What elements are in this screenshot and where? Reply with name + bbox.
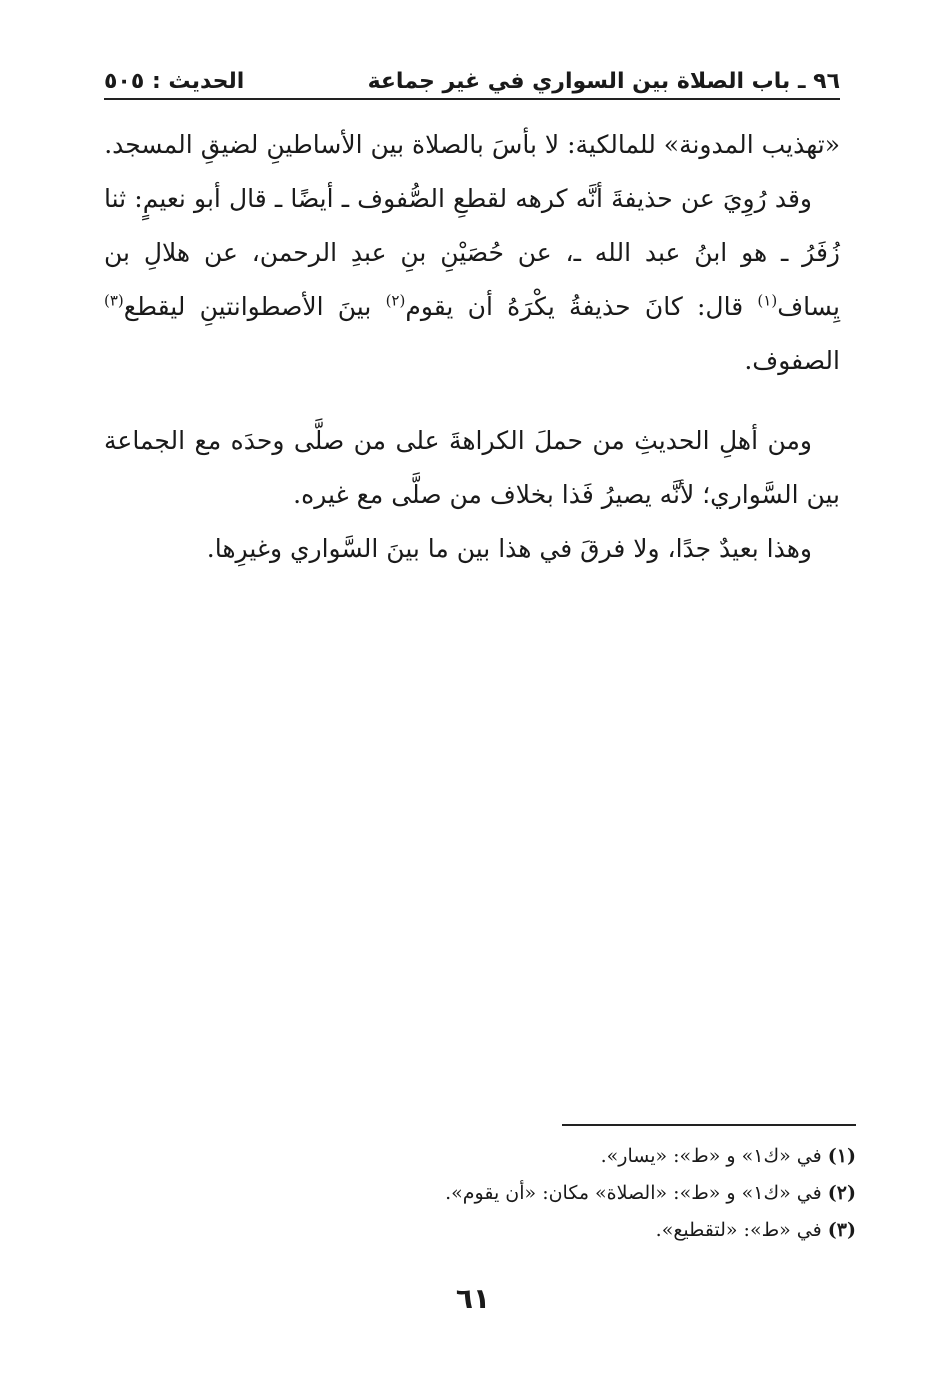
hadith-number: الحديث : ٥٠٥	[104, 69, 245, 94]
page-number: ٦١	[455, 1282, 491, 1315]
footnote-1-text: في «ك١» و «ط»: «يسار».	[600, 1145, 828, 1167]
paragraph-2-text-b: قال: كانَ حذيفةُ يكْرَهُ أن يقوم	[405, 292, 758, 321]
footnote-2-text: في «ك١» و «ط»: «الصلاة» مكان: «أن يقوم».	[445, 1182, 828, 1204]
paragraph-1	[104, 118, 840, 172]
paragraph-4-text: وهذا بعيدٌ جدًا، ولا فرقَ في هذا بين ما بينَ السَّواري وغيرِها.	[206, 534, 812, 563]
footnote-3	[104, 1212, 856, 1249]
paragraph-2-text-d: الصفوف.	[744, 346, 840, 375]
chapter-title: ٩٦ ـ باب الصلاة بين السواري في غير جماعة	[367, 69, 840, 94]
footnote-3-number: (٣)	[827, 1219, 856, 1241]
footnote-2-number: (٢)	[827, 1182, 856, 1204]
header-rule	[104, 98, 840, 100]
paragraph-2	[104, 172, 840, 388]
footnote-ref-2[interactable]: (٢)	[385, 291, 406, 310]
paragraph-2-text-c: بينَ الأصطوانتينِ ليقطع	[123, 292, 386, 321]
footnote-rule	[562, 1124, 856, 1126]
footnote-3-text: في «ط»: «لتقطيع».	[655, 1219, 828, 1241]
footnote-2	[104, 1175, 856, 1212]
footnote-1-number: (١)	[827, 1145, 856, 1167]
paragraph-3	[104, 414, 840, 522]
footnote-1	[104, 1138, 856, 1175]
paragraph-2-text-a: وقد رُوِيَ عن حذيفةَ أنَّه كرهه لقطعِ الصُّفوف ـ أيضًا ـ قال أبو نعيمٍ: ثنا زُفَرُ ـ هو ابنُ عبد الله ـ، عن حُصَيْنِ بنِ عبدِ الرحمن، عن هلالِ بن يِساف	[104, 184, 840, 321]
main-text	[104, 118, 840, 576]
running-head	[104, 50, 840, 94]
footnote-ref-1[interactable]: (١)	[757, 291, 778, 310]
paragraph-4	[104, 522, 840, 576]
footnotes	[104, 1138, 856, 1249]
paragraph-1-text: «تهذيب المدونة» للمالكية: لا بأسَ بالصلاة بين الأساطينِ لضيقِ المسجد.	[104, 130, 840, 159]
paragraph-3-text: ومن أهلِ الحديثِ من حملَ الكراهةَ على من صلَّى وحدَه مع الجماعة بين السَّواري؛ لأنَّه يصيرُ فَذا بخلاف من صلَّى مع غيره.	[104, 426, 840, 509]
footnote-ref-3[interactable]: (٣)	[104, 291, 124, 310]
